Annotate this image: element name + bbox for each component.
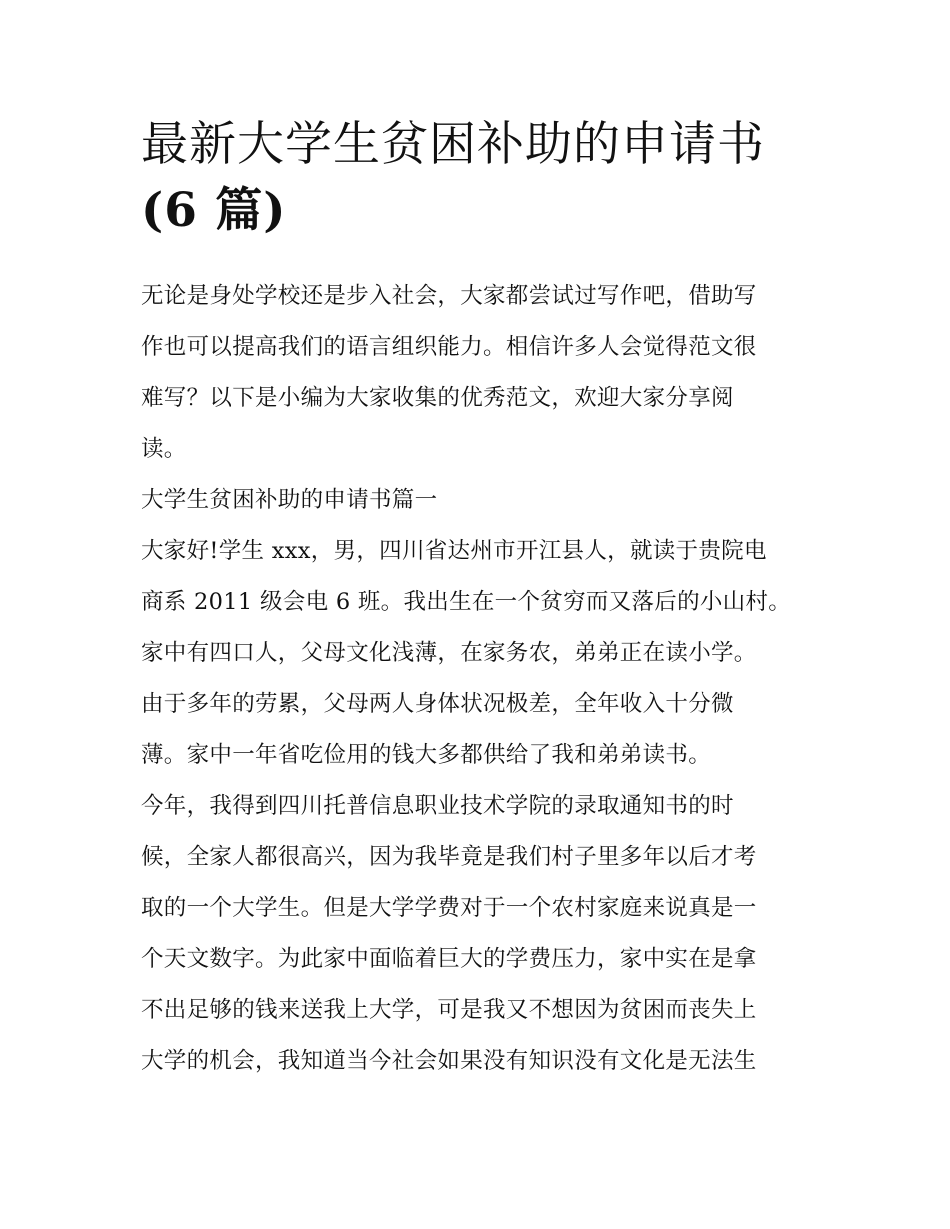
text-line: 家中有四口人，父母文化浅薄，在家务农，弟弟正在读小学。 [141, 640, 757, 666]
body-paragraph [141, 781, 821, 1087]
text-line: 读。 [141, 436, 187, 462]
text-line: 取的一个大学生。但是大学学费对于一个农村家庭来说真是一 [141, 895, 757, 921]
section-heading: 大学生贫困补助的申请书篇一 [141, 487, 438, 513]
title-line: (6 篇) [141, 183, 287, 238]
text-line: 今年，我得到四川托普信息职业技术学院的录取通知书的时 [141, 793, 734, 819]
text-line: 由于多年的劳累，父母两人身体状况极差，全年收入十分微 [141, 691, 734, 717]
text-line: 大学的机会，我知道当今社会如果没有知识没有文化是无法生 [141, 1048, 757, 1074]
text-line: 难写？以下是小编为大家收集的优秀范文，欢迎大家分享阅 [141, 385, 734, 411]
title-line: 最新大学生贫困补助的申请书 [141, 117, 765, 172]
document-page [141, 112, 821, 1087]
text-line: 薄。家中一年省吃俭用的钱大多都供给了我和弟弟读书。 [141, 742, 712, 768]
text-line: 候，全家人都很高兴，因为我毕竟是我们村子里多年以后才考 [141, 844, 757, 870]
body-paragraph [141, 526, 821, 781]
intro-paragraph [141, 271, 821, 475]
text-line: 不出足够的钱来送我上大学，可是我又不想因为贫困而丧失上 [141, 997, 757, 1023]
text-line: 商系 2011 级会电 6 班。我出生在一个贫穷而又落后的小山村。 [141, 589, 792, 615]
text-line: 作也可以提高我们的语言组织能力。相信许多人会觉得范文很 [141, 334, 757, 360]
text-line: 无论是身处学校还是步入社会，大家都尝试过写作吧，借助写 [141, 283, 757, 309]
document-body [141, 271, 821, 1087]
text-line: 大家好!学生 xxx，男，四川省达州市开江县人，就读于贵院电 [141, 538, 767, 564]
document-title [141, 112, 821, 244]
text-line: 个天文数字。为此家中面临着巨大的学费压力，家中实在是拿 [141, 946, 757, 972]
